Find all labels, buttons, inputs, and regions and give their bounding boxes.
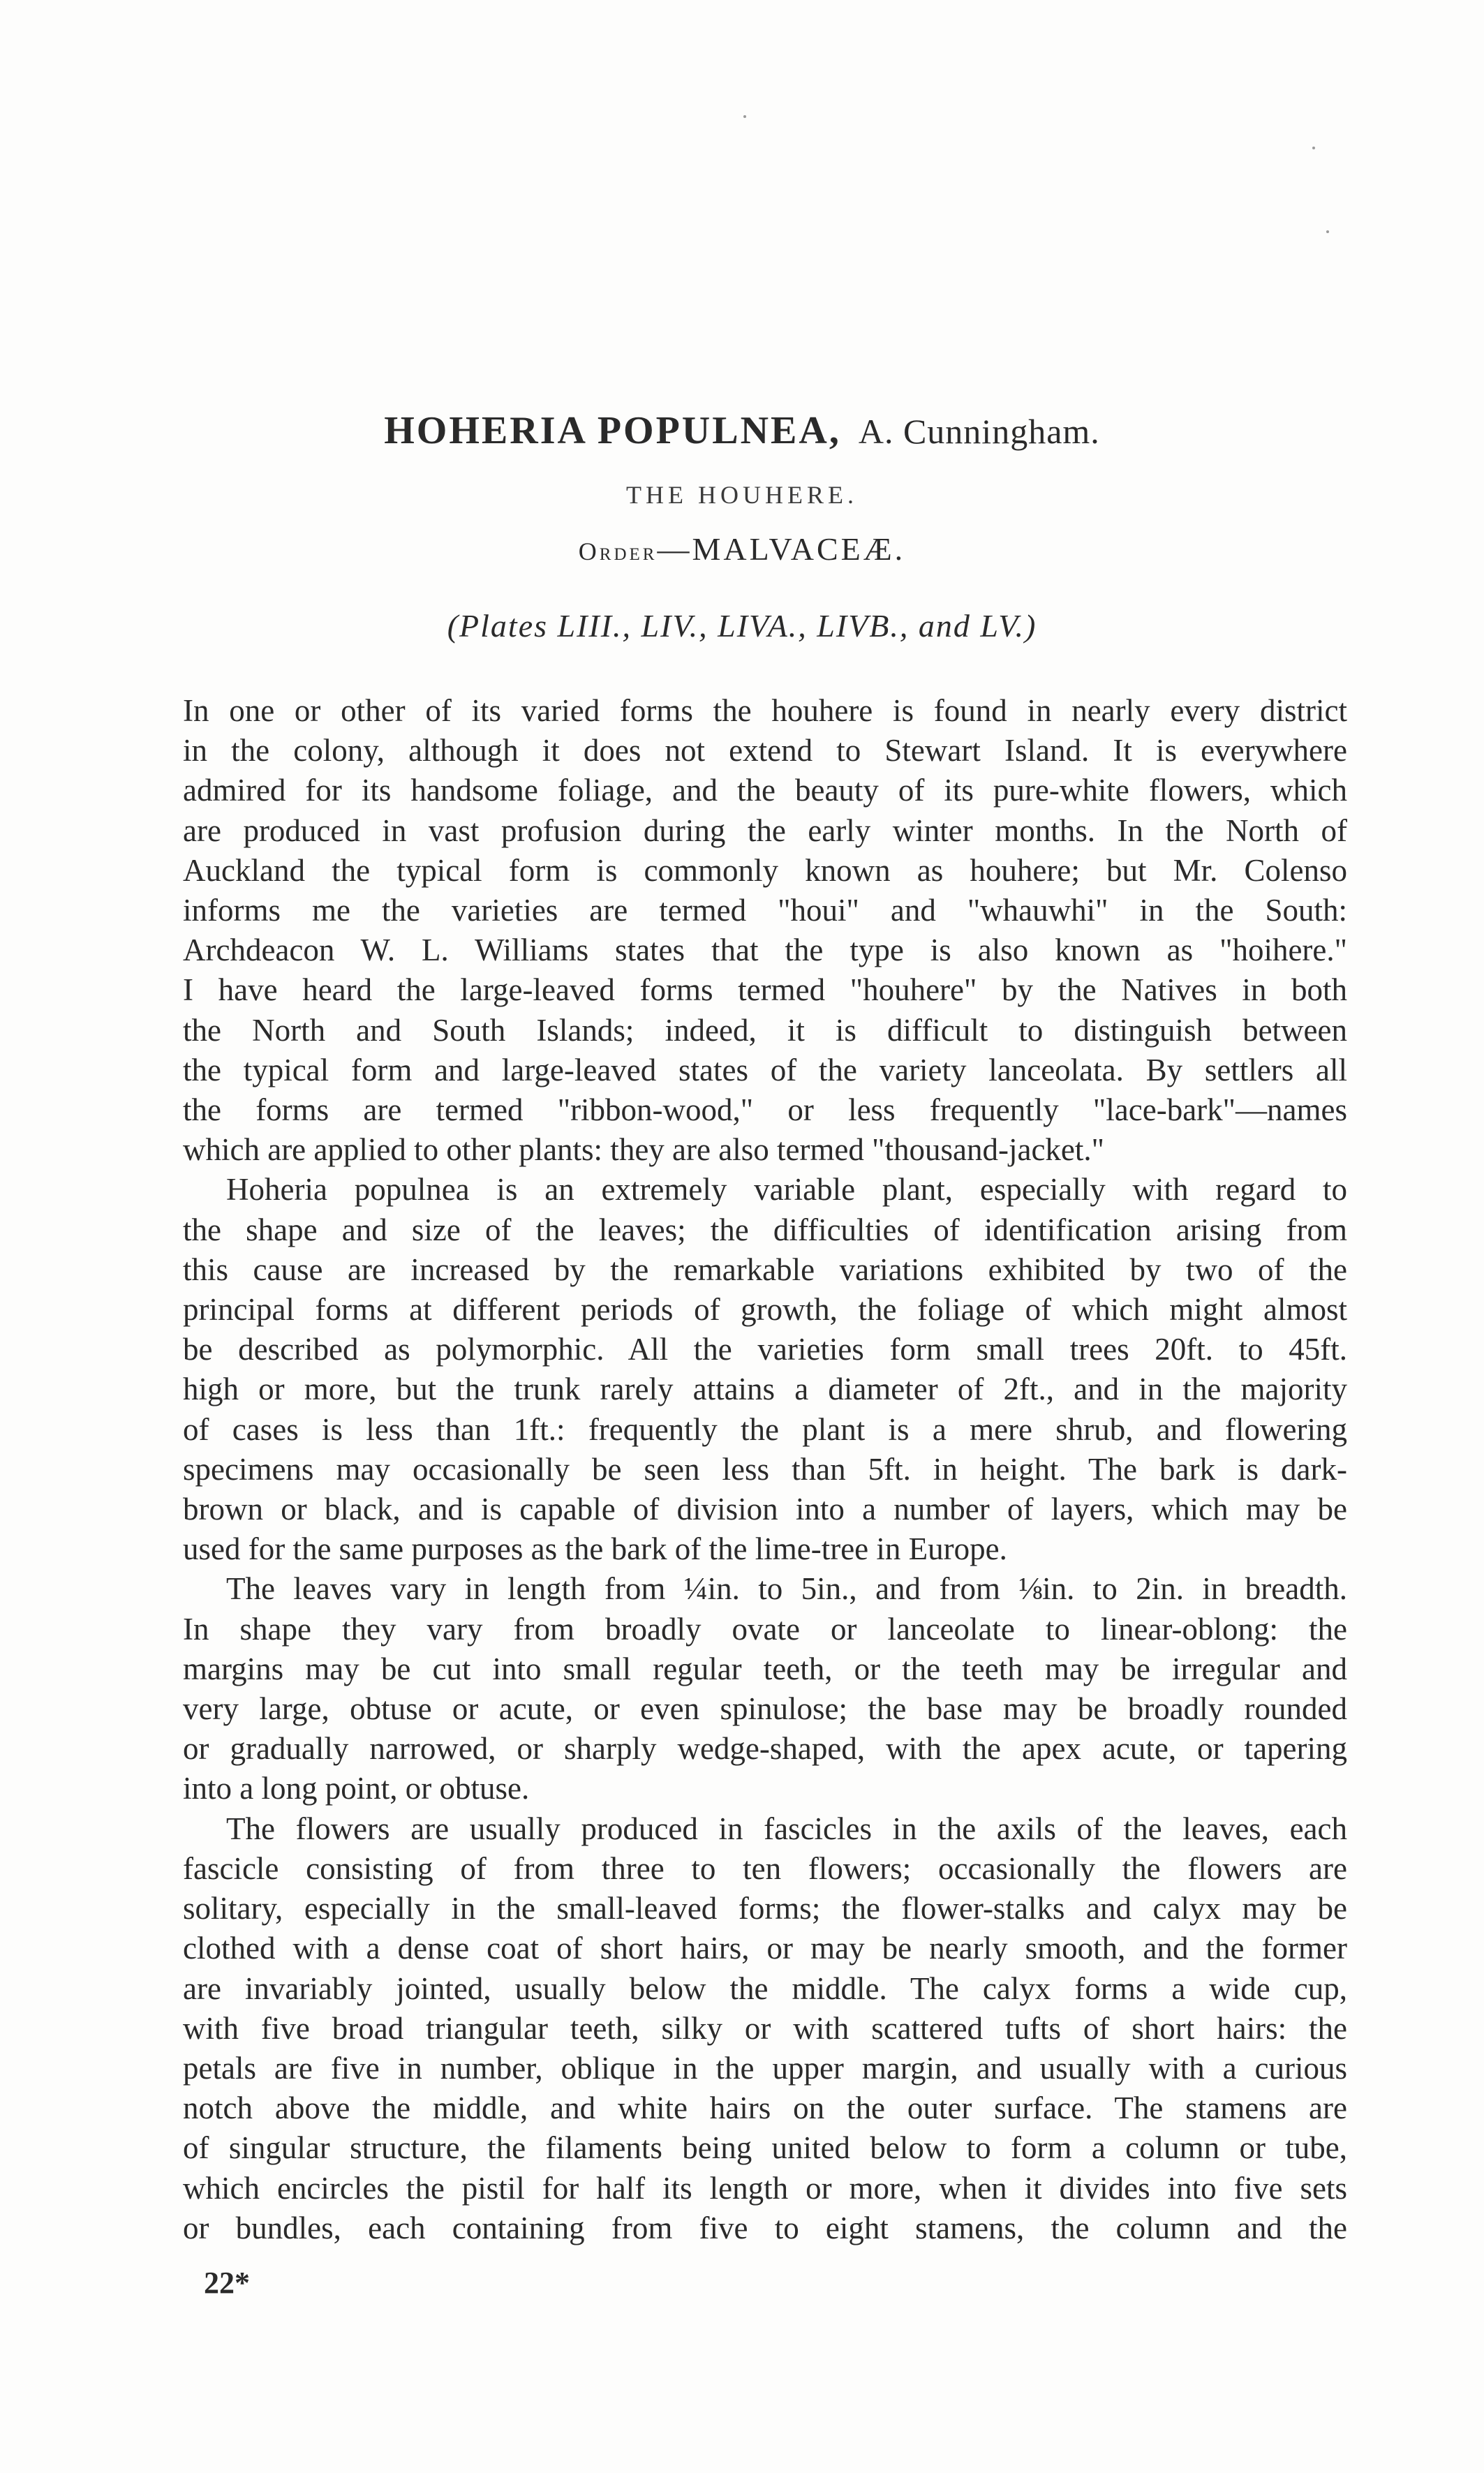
common-name: THE HOUHERE. [626, 481, 858, 509]
text-line: petals are five in number, oblique in the upper margin, and usually with a curious [183, 2050, 1347, 2086]
text-line: Archdeacon W. L. Williams states that the type is also known as "hoihere." [183, 933, 1347, 968]
text-line: I have heard the large-leaved forms termed "houhere" by the Natives in both [183, 972, 1347, 1008]
speck [1326, 230, 1329, 233]
body-text [183, 691, 1347, 2248]
text-line: principal forms at different periods of growth, the foliage of which might almost [183, 1292, 1347, 1328]
text-line: this cause are increased by the remarkable variations exhibited by two of the [183, 1252, 1347, 1287]
order-prefix: Order [578, 537, 658, 565]
text-line: the North and South Islands; indeed, it is difficult to distinguish between [183, 1012, 1347, 1048]
text-line: which encircles the pistil for half its length or more, when it divides into five sets [183, 2170, 1347, 2206]
speck [743, 115, 746, 118]
text-line: In one or other of its varied forms the houhere is found in nearly every district [183, 693, 1347, 728]
text-line: be described as polymorphic. All the varieties form small trees 20ft. to 45ft. [183, 1332, 1347, 1367]
text-line: which are applied to other plants: they are also termed "thousand-jacket." [183, 1132, 1105, 1168]
text-line: the forms are termed "ribbon-wood," or less frequently "lace-bark"—names [183, 1092, 1347, 1128]
text-line: the shape and size of the leaves; the difficulties of identification arising from [183, 1212, 1347, 1247]
text-line: fascicle consisting of from three to ten flowers; occasionally the flowers are [183, 1850, 1347, 1886]
text-line: used for the same purposes as the bark of the lime-tree in Europe. [183, 1531, 1007, 1567]
plates-reference: (Plates LIII., LIV., LIVA., LIVB., and LV.) [447, 608, 1037, 644]
text-line: margins may be cut into small regular teeth, or the teeth may be irregular and [183, 1651, 1347, 1686]
text-line: clothed with a dense coat of short hairs, or may be nearly smooth, and the former [183, 1931, 1347, 1966]
text-line: high or more, but the trunk rarely attains a diameter of 2ft., and in the majority [183, 1372, 1347, 1407]
text-line: Hoheria populnea is an extremely variable plant, especially with regard to [226, 1172, 1347, 1208]
text-line: brown or black, and is capable of division into a number of layers, which may be [183, 1492, 1347, 1527]
text-line: with five broad triangular teeth, silky or with scattered tufts of short hairs: the [183, 2010, 1347, 2046]
text-line: of cases is less than 1ft.: frequently the plant is a mere shrub, and flowering [183, 1411, 1347, 1447]
text-line: very large, obtuse or acute, or even spinulose; the base may be broadly rounded [183, 1691, 1347, 1727]
order-name: —MALVACEÆ. [657, 531, 906, 567]
text-line: specimens may occasionally be seen less than 5ft. in height. The bark is dark- [183, 1451, 1347, 1487]
text-line: or bundles, each containing from five to eight stamens, the column and the [183, 2210, 1347, 2245]
text-line: into a long point, or obtuse. [183, 1771, 530, 1806]
text-line: The leaves vary in length from ¼in. to 5in., and from ⅛in. to 2in. in breadth. [226, 1571, 1347, 1607]
speck [1312, 147, 1315, 149]
species-author: A. Cunningham. [858, 412, 1100, 451]
signature-mark: 22* [204, 2266, 250, 2300]
text-line: the typical form and large-leaved states of the variety lanceolata. By settlers all [183, 1052, 1347, 1087]
text-line: admired for its handsome foliage, and the beauty of its pure-white flowers, which [183, 773, 1347, 808]
text-line: In shape they vary from broadly ovate or lanceolate to linear-oblong: the [183, 1611, 1347, 1647]
text-line: are produced in vast profusion during the early winter months. In the North of [183, 812, 1347, 848]
species-name: HOHERIA POPULNEA, [384, 409, 841, 452]
text-line: The flowers are usually produced in fascicles in the axils of the leaves, each [226, 1811, 1347, 1846]
text-line: informs me the varieties are termed "houi" and "whauwhi" in the South: [183, 893, 1347, 928]
text-line: notch above the middle, and white hairs on the outer surface. The stamens are [183, 2090, 1347, 2126]
species-title [0, 408, 1484, 453]
order-heading [0, 530, 1484, 567]
text-line: solitary, especially in the small-leaved forms; the flower-stalks and calyx may be [183, 1891, 1347, 1926]
text-line: or gradually narrowed, or sharply wedge-shaped, with the apex acute, or tapering [183, 1731, 1347, 1767]
text-line: Auckland the typical form is commonly known as houhere; but Mr. Colenso [183, 852, 1347, 888]
text-line: of singular structure, the filaments being united below to form a column or tube, [183, 2130, 1347, 2166]
text-line: are invariably jointed, usually below the middle. The calyx forms a wide cup, [183, 1970, 1347, 2006]
text-line: in the colony, although it does not extend to Stewart Island. It is everywhere [183, 733, 1347, 768]
